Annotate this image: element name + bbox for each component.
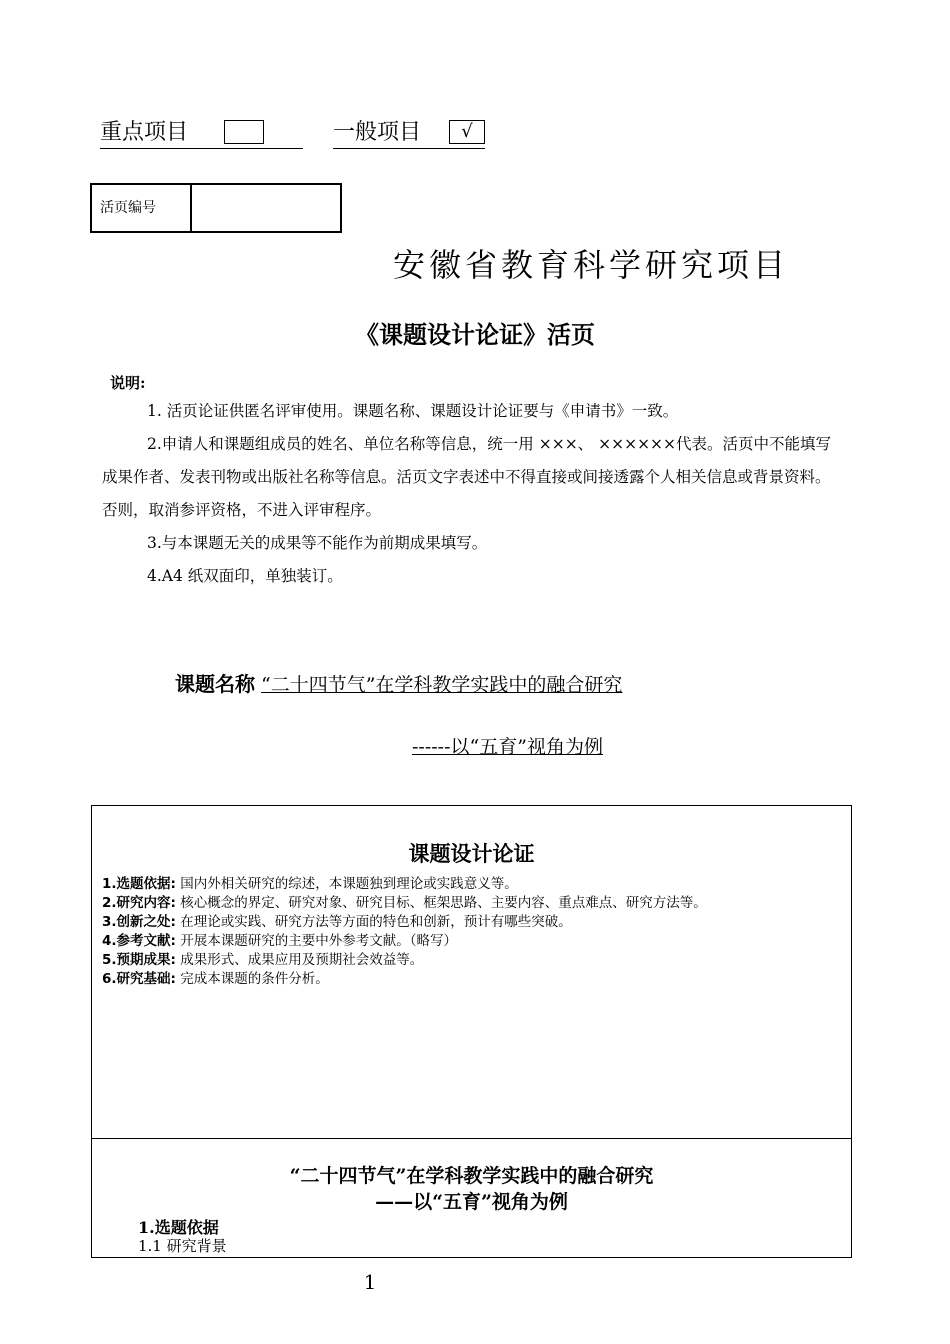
requirement-label: 4.参考文献: <box>102 933 176 949</box>
requirement-text: 在理论或实践、研究方法等方面的特色和创新，预计有哪些突破。 <box>180 914 572 930</box>
topic-name: “二十四节气”在学科教学实践中的融合研究 <box>261 674 623 696</box>
requirement-text: 核心概念的界定、研究对象、研究目标、框架思路、主要内容、重点难点、研究方法等。 <box>180 895 707 911</box>
box-divider <box>92 1138 851 1139</box>
page-number-label: 活页编号 <box>92 185 192 231</box>
requirement-label: 3.创新之处: <box>102 914 176 930</box>
requirement-item <box>102 932 842 951</box>
requirement-item <box>102 951 842 970</box>
notes-list <box>102 395 832 593</box>
topic-label: 课题名称 <box>175 672 255 696</box>
requirement-item <box>102 970 842 989</box>
requirement-label: 5.预期成果: <box>102 952 176 968</box>
requirement-item <box>102 894 842 913</box>
key-project-checkbox[interactable] <box>224 120 264 144</box>
requirement-label: 2.研究内容: <box>102 895 176 911</box>
topic-subtitle: ------以“五育”视角为例 <box>412 736 603 758</box>
key-project-field <box>100 118 303 149</box>
requirement-label: 1.选题依据: <box>102 876 176 892</box>
general-project-checkbox[interactable]: √ <box>449 120 485 144</box>
key-project-label: 重点项目 <box>100 120 189 145</box>
note-item: 3.与本课题无关的成果等不能作为前期成果填写。 <box>147 534 488 552</box>
requirement-text: 国内外相关研究的综述，本课题独到理论或实践意义等。 <box>180 876 518 892</box>
page-number: 1 <box>363 1270 377 1294</box>
requirement-item <box>102 875 842 894</box>
body-title: “二十四节气”在学科教学实践中的融合研究 <box>289 1165 654 1187</box>
design-title: 课题设计论证 <box>408 842 535 866</box>
general-project-label: 一般项目 <box>333 120 422 145</box>
topic-line <box>175 668 622 697</box>
page-number-table <box>90 183 342 233</box>
page-number-input[interactable] <box>192 185 340 231</box>
section-heading: 1.选题依据 <box>138 1218 219 1237</box>
body-subtitle: ——以“五育”视角为例 <box>375 1191 568 1213</box>
general-project-field <box>333 118 485 149</box>
requirement-text: 开展本课题研究的主要中外参考文献。（略写） <box>180 933 457 949</box>
requirement-item <box>102 913 842 932</box>
requirement-text: 完成本课题的条件分析。 <box>180 971 329 987</box>
note-item: 1. 活页论证供匿名评审使用。课题名称、课题设计论证要与《申请书》一致。 <box>147 402 679 420</box>
subsection-heading: 1.1 研究背景 <box>138 1237 227 1255</box>
design-argument-box <box>91 805 852 1258</box>
design-requirements <box>102 875 842 989</box>
note-item: 4.A4 纸双面印，单独装订。 <box>147 567 343 585</box>
requirement-text: 成果形式、成果应用及预期社会效益等。 <box>180 952 424 968</box>
note-item: 2.申请人和课题组成员的姓名、单位名称等信息，统一用 ×××、 ××××××代表。活页中不能填写成果作者、发表刊物或出版社名称等信息。活页文字表述中不得直接或间接透露个人相关信息或背景资料。否则，取消参评资格，不进入评审程序。 <box>102 435 832 519</box>
main-title: 安徽省教育科学研究项目 <box>393 246 790 284</box>
notes-heading: 说明: <box>110 374 146 392</box>
sub-title: 《课题设计论证》活页 <box>355 321 595 349</box>
requirement-label: 6.研究基础: <box>102 971 176 987</box>
